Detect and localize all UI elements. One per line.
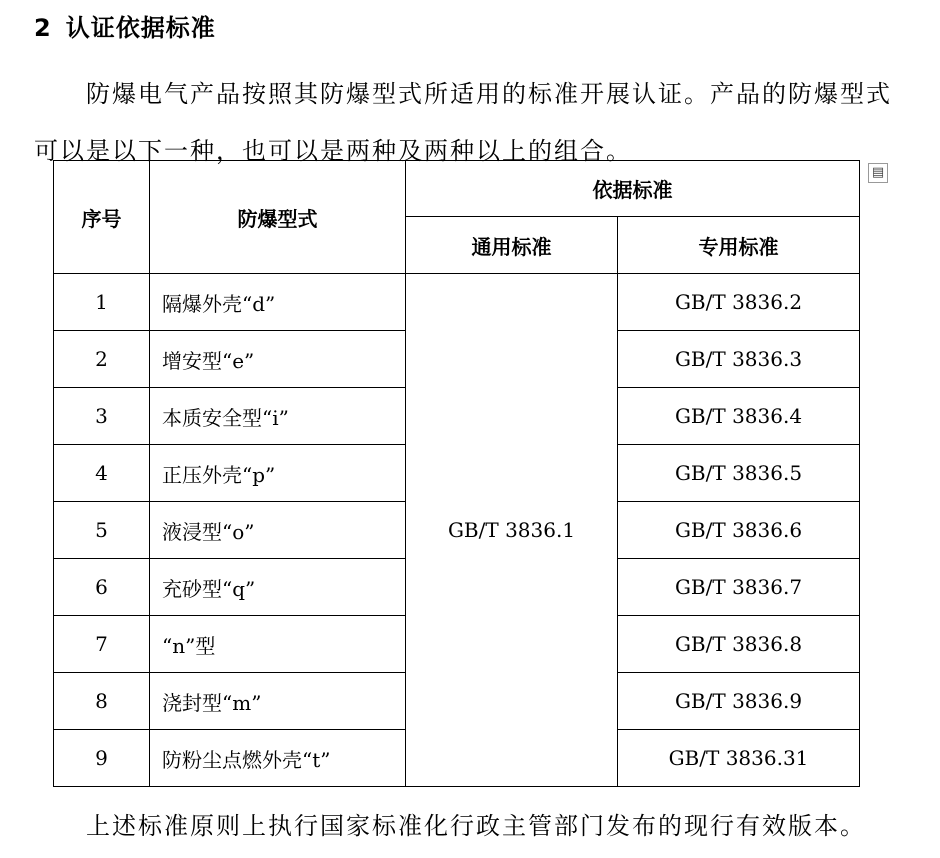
section-title: 认证依据标准 [65,14,216,42]
intro-paragraph: 防爆电气产品按照其防爆型式所适用的标准开展认证。产品的防爆型式可以是以下一种，也可以是两种及两种以上的组合。 [34,80,892,165]
row-index: 9 [54,730,150,787]
row-specific-standard: GB/T 3836.9 [618,673,860,730]
row-protection-type: 隔爆外壳“d” [150,274,406,331]
row-protection-type: 正压外壳“p” [150,445,406,502]
row-index: 4 [54,445,150,502]
row-index: 5 [54,502,150,559]
header-index: 序号 [54,161,150,274]
row-protection-type: 充砂型“q” [150,559,406,616]
row-index: 1 [54,274,150,331]
closing-paragraph: 上述标准原则上执行国家标准化行政主管部门发布的现行有效版本。 [86,812,866,840]
row-specific-standard: GB/T 3836.8 [618,616,860,673]
section-number: 2 [34,14,52,42]
header-specific: 专用标准 [618,217,860,274]
row-protection-type: 液浸型“o” [150,502,406,559]
row-specific-standard: GB/T 3836.7 [618,559,860,616]
row-protection-type: 增安型“e” [150,331,406,388]
row-specific-standard: GB/T 3836.6 [618,502,860,559]
row-specific-standard: GB/T 3836.3 [618,331,860,388]
row-specific-standard: GB/T 3836.5 [618,445,860,502]
row-index: 8 [54,673,150,730]
table-embed-icon[interactable]: ▤ [868,163,888,183]
row-index: 2 [54,331,150,388]
header-type: 防爆型式 [150,161,406,274]
row-index: 7 [54,616,150,673]
row-index: 3 [54,388,150,445]
row-protection-type: 浇封型“m” [150,673,406,730]
row-specific-standard: GB/T 3836.31 [618,730,860,787]
row-specific-standard: GB/T 3836.4 [618,388,860,445]
row-index: 6 [54,559,150,616]
general-standard-cell: GB/T 3836.1 [406,274,618,787]
row-protection-type: “n”型 [150,616,406,673]
standards-table [53,160,860,787]
row-specific-standard: GB/T 3836.2 [618,274,860,331]
header-basis: 依据标准 [406,161,860,217]
row-protection-type: 本质安全型“i” [150,388,406,445]
row-protection-type: 防粉尘点燃外壳“t” [150,730,406,787]
table-row [54,274,860,331]
header-general: 通用标准 [406,217,618,274]
section-heading [34,8,216,43]
